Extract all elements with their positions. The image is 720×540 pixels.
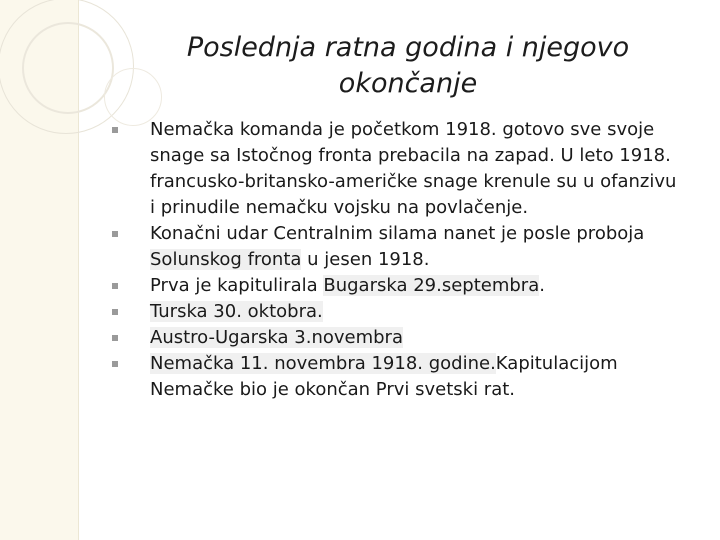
bullet-item	[112, 325, 682, 351]
square-bullet-icon	[112, 231, 118, 237]
square-bullet-icon	[112, 335, 118, 341]
decorative-ring-inner	[22, 22, 114, 114]
bullet-text: u jesen 1918.	[301, 249, 430, 270]
bullet-highlight: Solunskog fronta	[150, 249, 302, 270]
bullet-text: Kapitulacijom Nemačke bio je okončan Prvi svetski rat.	[150, 353, 618, 400]
square-bullet-icon	[112, 361, 118, 367]
bullet-item	[112, 299, 682, 325]
slide-title-line-2: okončanje	[338, 68, 478, 99]
slide-title-line-1: Poslednja ratna godina i njegovo	[186, 32, 630, 63]
square-bullet-icon	[112, 283, 118, 289]
bullet-item	[112, 273, 682, 299]
bullet-text: .	[539, 275, 545, 296]
bullet-highlight: Turska 30. oktobra.	[150, 301, 323, 322]
slide-title	[118, 30, 698, 102]
bullet-text: Nemačka komanda je početkom 1918. gotovo sve svoje snage sa Istočnog fronta prebacila na zapad. U leto 1918. francusko-britansko-američke snage krenule su u ofanzivu i prinudile nemačku vojsku na povlačenje.	[150, 119, 677, 218]
square-bullet-icon	[112, 127, 118, 133]
bullet-highlight: Nemačka 11. novembra 1918. godine.	[150, 353, 496, 374]
bullet-text: Konačni udar Centralnim silama nanet je posle proboja	[150, 223, 645, 244]
square-bullet-icon	[112, 309, 118, 315]
bullet-list	[112, 117, 682, 403]
bullet-item	[112, 221, 682, 273]
bullet-item	[112, 117, 682, 221]
bullet-item	[112, 351, 682, 403]
bullet-highlight: Austro-Ugarska 3.novembra	[150, 327, 403, 348]
bullet-highlight: Bugarska 29.septembra	[323, 275, 540, 296]
bullet-text: Prva je kapitulirala	[150, 275, 324, 296]
